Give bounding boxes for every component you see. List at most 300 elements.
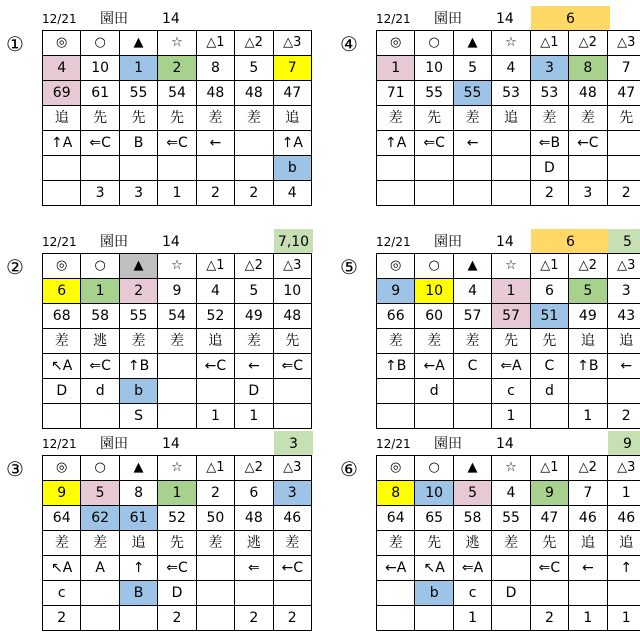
table-cell: 5 (235, 56, 273, 81)
prediction-table (42, 455, 312, 631)
table-cell: ⇐C (415, 131, 453, 156)
table-cell (196, 379, 234, 404)
table-cell: ⇐C (81, 354, 119, 379)
mark-cell: ◎ (43, 254, 81, 279)
table-cell: 71 (377, 81, 415, 106)
table-cell (569, 581, 607, 606)
table-cell: 1 (81, 279, 119, 304)
table-cell: 10 (415, 279, 453, 304)
race-number: 14 (162, 234, 180, 250)
flow-row (377, 131, 640, 156)
table-cell (492, 181, 530, 206)
table-cell: 2 (158, 56, 196, 81)
table-cell: 4 (453, 279, 491, 304)
table-cell: 46 (607, 506, 640, 531)
table-cell: 逃 (235, 531, 273, 556)
table-cell: 9 (43, 481, 81, 506)
race-date: 12/21 (376, 12, 411, 26)
table-cell: 追 (273, 106, 311, 131)
mark-cell: ○ (81, 254, 119, 279)
flow-row (43, 556, 312, 581)
table-cell: 差 (377, 531, 415, 556)
table-cell: d (81, 379, 119, 404)
table-cell: 66 (377, 304, 415, 329)
table-cell: 先 (119, 106, 157, 131)
table-cell: 6 (530, 279, 568, 304)
mark-cell: ◎ (377, 456, 415, 481)
table-cell (492, 556, 530, 581)
table-cell: 逃 (453, 531, 491, 556)
table-cell: 差 (453, 329, 491, 354)
table-cell: 差 (235, 329, 273, 354)
table-cell: 55 (492, 506, 530, 531)
count-row (377, 606, 640, 631)
table-cell: 10 (273, 279, 311, 304)
table-cell: 2 (235, 606, 273, 631)
table-cell: 46 (569, 506, 607, 531)
table-cell: b (415, 581, 453, 606)
table-cell (530, 404, 568, 429)
table-cell: 54 (158, 304, 196, 329)
table-cell: ↑B (377, 354, 415, 379)
mark-row (377, 31, 640, 56)
table-cell: 追 (43, 106, 81, 131)
table-cell: 4 (492, 56, 530, 81)
index-row (377, 304, 640, 329)
table-cell: 1 (196, 404, 234, 429)
flow-row (43, 354, 312, 379)
mark-cell: △3 (273, 254, 311, 279)
mark-cell: ○ (415, 456, 453, 481)
table-cell: A (81, 556, 119, 581)
flow-row (377, 354, 640, 379)
race-number: 14 (496, 234, 514, 250)
style-row (377, 106, 640, 131)
mark-row (43, 254, 312, 279)
table-cell: ← (453, 131, 491, 156)
table-cell (81, 404, 119, 429)
table-cell: 49 (569, 304, 607, 329)
table-cell: ⇐C (158, 131, 196, 156)
table-cell: 9 (158, 279, 196, 304)
table-cell (377, 606, 415, 631)
table-cell: 53 (530, 81, 568, 106)
table-cell: 64 (43, 506, 81, 531)
count-row (43, 404, 312, 429)
table-cell (43, 404, 81, 429)
table-cell: ←C (273, 556, 311, 581)
tag-row (43, 581, 312, 606)
table-cell (377, 581, 415, 606)
table-cell (492, 606, 530, 631)
mark-cell: △3 (273, 31, 311, 56)
panel-number: ⑥ (340, 457, 358, 481)
table-cell: 3 (530, 56, 568, 81)
table-cell: 57 (453, 304, 491, 329)
table-cell (196, 556, 234, 581)
table-cell: ↖A (415, 556, 453, 581)
mark-cell: ☆ (492, 456, 530, 481)
table-cell: 差 (196, 531, 234, 556)
highlight-badge: 6 (531, 229, 610, 253)
panel-number: ③ (6, 457, 24, 481)
count-row (43, 181, 312, 206)
table-cell: 64 (377, 506, 415, 531)
venue-name: 園田 (434, 11, 462, 27)
table-cell (119, 606, 157, 631)
table-cell: 2 (530, 606, 568, 631)
table-cell: 48 (273, 304, 311, 329)
table-cell: 2 (43, 606, 81, 631)
table-cell: 差 (377, 329, 415, 354)
table-cell: ↑B (569, 354, 607, 379)
race-date: 12/21 (376, 437, 411, 451)
table-cell: 55 (119, 304, 157, 329)
table-cell: 先 (158, 106, 196, 131)
mark-cell: △3 (273, 456, 311, 481)
table-cell (415, 181, 453, 206)
table-cell (415, 404, 453, 429)
table-cell: 追 (607, 329, 640, 354)
table-cell (377, 156, 415, 181)
prediction-table (376, 455, 640, 631)
race-date: 12/21 (42, 12, 77, 26)
table-cell: B (119, 581, 157, 606)
table-cell (43, 181, 81, 206)
race-panel-4 (340, 229, 640, 429)
table-cell: 48 (569, 81, 607, 106)
table-cell: 65 (415, 506, 453, 531)
table-cell: 2 (196, 181, 234, 206)
horse-number-row (43, 56, 312, 81)
table-cell: 3 (569, 181, 607, 206)
mark-cell: ○ (81, 31, 119, 56)
table-cell: ↑ (119, 556, 157, 581)
table-cell: ↑A (43, 131, 81, 156)
highlight-badge: 3 (274, 431, 313, 455)
table-cell (607, 581, 640, 606)
table-cell (453, 379, 491, 404)
table-cell (235, 156, 273, 181)
table-cell: 先 (530, 329, 568, 354)
tag-row (377, 581, 640, 606)
table-cell (81, 581, 119, 606)
table-cell: 3 (81, 181, 119, 206)
mark-cell: ☆ (158, 254, 196, 279)
panel-header (42, 229, 312, 253)
table-cell (273, 379, 311, 404)
table-cell: 51 (530, 304, 568, 329)
tag-row (43, 156, 312, 181)
table-cell (569, 379, 607, 404)
panel-header (376, 229, 640, 253)
mark-cell: △2 (235, 456, 273, 481)
table-cell: 55 (119, 81, 157, 106)
panel-number: ① (6, 32, 24, 56)
panel-header (42, 6, 312, 30)
table-cell: 46 (273, 506, 311, 531)
table-cell: 追 (119, 531, 157, 556)
table-cell: 差 (453, 106, 491, 131)
table-cell: 57 (492, 304, 530, 329)
prediction-table (42, 253, 312, 429)
table-cell (196, 606, 234, 631)
table-cell: ↑ (607, 556, 640, 581)
horse-number-row (377, 279, 640, 304)
panel-header (42, 431, 312, 455)
mark-cell: ○ (81, 456, 119, 481)
style-row (377, 531, 640, 556)
table-cell: 1 (119, 56, 157, 81)
venue-name: 園田 (434, 234, 462, 250)
flow-row (377, 556, 640, 581)
table-cell: ⇐C (273, 354, 311, 379)
table-cell: d (530, 379, 568, 404)
table-cell: 10 (415, 481, 453, 506)
table-cell: 48 (196, 81, 234, 106)
table-cell: 43 (607, 304, 640, 329)
table-cell: 8 (377, 481, 415, 506)
table-cell: 差 (119, 329, 157, 354)
table-cell: ↑A (377, 131, 415, 156)
table-cell: 1 (569, 404, 607, 429)
style-row (43, 329, 312, 354)
table-cell: 5 (453, 481, 491, 506)
table-cell (415, 156, 453, 181)
mark-cell: ▲ (119, 31, 157, 56)
table-cell: S (119, 404, 157, 429)
table-cell: ↖A (43, 354, 81, 379)
table-cell: 62 (81, 506, 119, 531)
table-cell: ←C (196, 354, 234, 379)
race-panel-6 (340, 431, 640, 631)
table-cell: D (158, 581, 196, 606)
table-cell: 2 (530, 181, 568, 206)
table-cell: ↖A (43, 556, 81, 581)
table-cell: ⇐A (492, 354, 530, 379)
mark-cell: ▲ (453, 254, 491, 279)
table-cell: 差 (492, 531, 530, 556)
table-cell: 8 (569, 56, 607, 81)
table-cell: 1 (569, 606, 607, 631)
table-cell: ← (196, 131, 234, 156)
table-cell: b (273, 156, 311, 181)
table-cell: 49 (235, 304, 273, 329)
race-panel-5 (6, 431, 312, 631)
mark-cell: ○ (415, 254, 453, 279)
table-cell: 61 (119, 506, 157, 531)
mark-cell: ▲ (119, 254, 157, 279)
table-cell: ⇐ (235, 556, 273, 581)
table-cell: 先 (273, 329, 311, 354)
table-cell: 追 (569, 329, 607, 354)
table-cell: 逃 (81, 329, 119, 354)
panel-header (376, 431, 640, 455)
table-cell: b (119, 379, 157, 404)
table-cell: 10 (415, 56, 453, 81)
horse-number-row (43, 279, 312, 304)
table-cell (453, 181, 491, 206)
table-cell: c (453, 581, 491, 606)
panel-number: ⑤ (340, 255, 358, 279)
race-number: 14 (496, 436, 514, 452)
index-row (377, 506, 640, 531)
race-date: 12/21 (42, 235, 77, 249)
table-cell: 3 (119, 181, 157, 206)
table-cell (377, 181, 415, 206)
panel-number: ② (6, 255, 24, 279)
table-cell: 54 (158, 81, 196, 106)
style-row (377, 329, 640, 354)
table-cell: 7 (607, 56, 640, 81)
index-row (43, 304, 312, 329)
table-cell: 2 (119, 279, 157, 304)
table-cell: 1 (607, 481, 640, 506)
style-row (43, 106, 312, 131)
mark-row (43, 31, 312, 56)
mark-cell: △1 (196, 31, 234, 56)
table-cell: ⇐A (453, 556, 491, 581)
mark-cell: △1 (196, 254, 234, 279)
table-cell: C (530, 354, 568, 379)
venue-name: 園田 (100, 436, 128, 452)
table-cell: 52 (196, 304, 234, 329)
table-cell (273, 581, 311, 606)
count-row (377, 404, 640, 429)
prediction-table (376, 30, 640, 206)
highlight-badge: 6 (531, 6, 610, 30)
table-cell: 68 (43, 304, 81, 329)
table-cell: 差 (196, 106, 234, 131)
table-cell (607, 379, 640, 404)
table-cell: 2 (158, 606, 196, 631)
table-cell (158, 156, 196, 181)
table-cell (235, 131, 273, 156)
table-cell: 差 (43, 329, 81, 354)
table-cell: 9 (377, 279, 415, 304)
panel-number: ④ (340, 32, 358, 56)
mark-cell: △2 (569, 31, 607, 56)
mark-cell: ▲ (119, 456, 157, 481)
table-cell: 48 (235, 506, 273, 531)
table-cell: 58 (81, 304, 119, 329)
mark-cell: △2 (235, 31, 273, 56)
table-cell: 9 (530, 481, 568, 506)
table-cell: 先 (158, 531, 196, 556)
table-cell: 6 (43, 279, 81, 304)
table-cell (377, 404, 415, 429)
table-cell: 2 (196, 481, 234, 506)
table-cell: 7 (569, 481, 607, 506)
table-cell: 差 (569, 106, 607, 131)
table-cell: D (43, 379, 81, 404)
table-cell: 1 (492, 404, 530, 429)
mark-row (377, 254, 640, 279)
table-cell: 4 (492, 481, 530, 506)
venue-name: 園田 (434, 436, 462, 452)
mark-cell: ☆ (492, 31, 530, 56)
table-cell: ← (235, 354, 273, 379)
highlight-badge: 7,10 (274, 229, 313, 253)
race-panel-3 (6, 229, 312, 429)
highlight-badge: 9 (608, 431, 640, 455)
table-cell: 3 (607, 279, 640, 304)
table-cell: 差 (158, 329, 196, 354)
table-cell: D (235, 379, 273, 404)
table-cell: 追 (607, 531, 640, 556)
mark-cell: △1 (530, 254, 568, 279)
table-cell: 差 (81, 531, 119, 556)
table-cell: 差 (235, 106, 273, 131)
table-cell: D (492, 581, 530, 606)
table-cell: 5 (235, 279, 273, 304)
table-cell (607, 156, 640, 181)
mark-cell: ◎ (377, 254, 415, 279)
mark-cell: △2 (569, 254, 607, 279)
index-row (43, 506, 312, 531)
index-row (377, 81, 640, 106)
prediction-table (376, 253, 640, 429)
table-cell: ← (569, 556, 607, 581)
race-date: 12/21 (42, 437, 77, 451)
table-cell: 追 (196, 329, 234, 354)
table-cell (196, 581, 234, 606)
race-number: 14 (162, 11, 180, 27)
table-cell: 差 (415, 329, 453, 354)
table-cell: 先 (81, 106, 119, 131)
table-cell: 5 (569, 279, 607, 304)
horse-number-row (377, 481, 640, 506)
table-cell: 1 (377, 56, 415, 81)
race-panel-1 (6, 6, 312, 206)
table-cell (569, 156, 607, 181)
table-cell: 先 (415, 106, 453, 131)
race-panel-2 (340, 6, 640, 206)
table-cell: 先 (415, 531, 453, 556)
table-cell: 6 (235, 481, 273, 506)
table-cell: 差 (377, 106, 415, 131)
table-cell (235, 581, 273, 606)
table-cell: ⇐B (530, 131, 568, 156)
table-cell (492, 131, 530, 156)
table-cell (158, 404, 196, 429)
table-cell: 1 (453, 606, 491, 631)
table-cell: ⇐C (81, 131, 119, 156)
table-cell: 58 (453, 506, 491, 531)
mark-cell: ◎ (43, 31, 81, 56)
count-row (43, 606, 312, 631)
table-cell: 55 (453, 81, 491, 106)
table-cell: 60 (415, 304, 453, 329)
table-cell: ←A (377, 556, 415, 581)
table-cell: 50 (196, 506, 234, 531)
horse-number-row (377, 56, 640, 81)
count-row (377, 181, 640, 206)
table-cell: ↑A (273, 131, 311, 156)
table-cell: c (43, 581, 81, 606)
table-cell: 1 (492, 279, 530, 304)
index-row (43, 81, 312, 106)
horse-number-row (43, 481, 312, 506)
table-cell: 差 (43, 531, 81, 556)
style-row (43, 531, 312, 556)
venue-name: 園田 (100, 11, 128, 27)
table-cell: 1 (235, 404, 273, 429)
table-cell: ⇐C (530, 556, 568, 581)
table-cell (81, 156, 119, 181)
table-cell: 8 (196, 56, 234, 81)
mark-cell: △2 (569, 456, 607, 481)
